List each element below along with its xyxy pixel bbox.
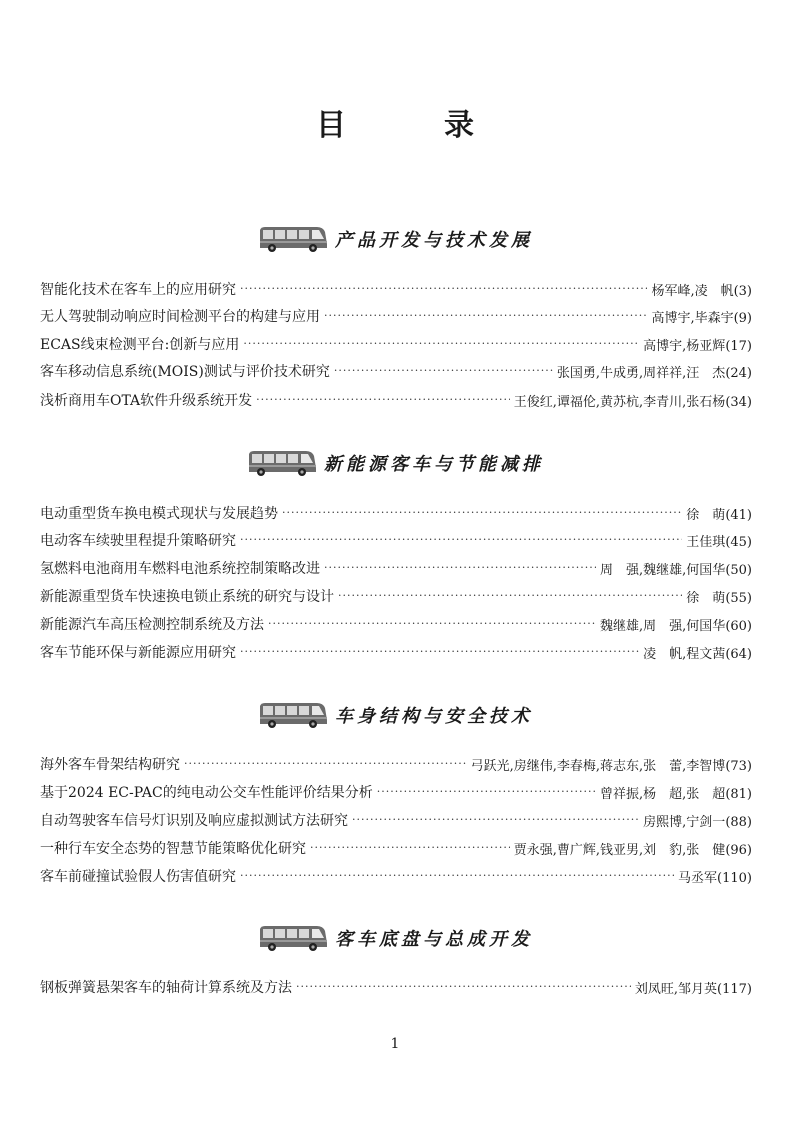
entry-page: (3) — [733, 283, 752, 299]
toc-entry[interactable] — [40, 558, 752, 578]
toc-entry[interactable] — [40, 279, 752, 299]
entry-title: 钢板弹簧悬架客车的轴荷计算系统及方法 — [40, 980, 292, 996]
entry-page: (64) — [725, 646, 752, 662]
page-number: 1 — [390, 1036, 400, 1052]
entry-title: 客车移动信息系统(MOIS)测试与评价技术研究 — [40, 364, 330, 380]
toc-entry[interactable] — [40, 782, 752, 802]
entry-title: 新能源重型货车快速换电锁止系统的研究与设计 — [40, 589, 334, 605]
entry-authors: 周 强,魏继雄,何国华 — [600, 562, 726, 578]
toc-entry[interactable] — [40, 810, 752, 830]
entry-title: 基于2024 EC-PAC的纯电动公交车性能评价结果分析 — [40, 785, 373, 801]
section-title: 客车底盘与总成开发 — [335, 929, 533, 950]
leader-dots — [377, 782, 596, 802]
leader-dots — [240, 279, 647, 299]
leader-dots — [240, 642, 639, 662]
entry-title: 自动驾驶客车信号灯识别及响应虚拟测试方法研究 — [40, 813, 348, 829]
toc-entry[interactable] — [40, 306, 752, 326]
entry-title: 浅析商用车OTA软件升级系统开发 — [40, 393, 253, 409]
entry-page: (9) — [733, 310, 752, 326]
section-header — [0, 695, 790, 735]
leader-dots — [268, 614, 596, 634]
entry-page: (110) — [717, 870, 752, 886]
toc-entry[interactable] — [40, 586, 752, 606]
leader-dots — [338, 586, 682, 606]
entry-authors: 魏继雄,周 强,何国华 — [600, 618, 726, 634]
entry-authors: 马丞军 — [678, 870, 718, 886]
section-title: 车身结构与安全技术 — [335, 706, 533, 727]
section-title: 产品开发与技术发展 — [335, 230, 533, 251]
entry-title: 客车节能环保与新能源应用研究 — [40, 645, 236, 661]
entry-authors: 房熙博,宁剑一 — [643, 814, 726, 830]
leader-dots — [324, 306, 647, 326]
leader-dots — [240, 866, 674, 886]
leader-dots — [282, 503, 682, 523]
entry-title: 智能化技术在客车上的应用研究 — [40, 282, 236, 298]
entry-title: 海外客车骨架结构研究 — [40, 757, 180, 773]
leader-dots — [324, 558, 596, 578]
entry-authors: 王佳琪 — [686, 534, 726, 550]
leader-dots — [334, 361, 553, 381]
entry-title: 新能源汽车高压检测控制系统及方法 — [40, 617, 264, 633]
toc-entry[interactable] — [40, 642, 752, 662]
entry-authors: 弓跃光,房继伟,李春梅,蒋志东,张 蕾,李智博 — [470, 758, 726, 774]
toc-entry[interactable] — [40, 614, 752, 634]
section-header — [0, 219, 790, 259]
entry-authors: 杨军峰,凌 帆 — [651, 283, 734, 299]
section-title: 新能源客车与节能减排 — [324, 454, 544, 475]
section-header — [0, 918, 790, 958]
entry-page: (45) — [725, 534, 752, 550]
entry-page: (117) — [717, 981, 752, 997]
entry-authors: 高博宇,杨亚辉 — [643, 338, 726, 354]
entry-page: (55) — [725, 590, 752, 606]
entry-page: (60) — [725, 618, 752, 634]
entry-title: ECAS线束检测平台:创新与应用 — [40, 337, 240, 353]
leader-dots — [243, 334, 639, 354]
entry-page: (17) — [725, 338, 752, 354]
toc-entry[interactable] — [40, 838, 752, 858]
leader-dots — [256, 390, 510, 410]
leader-dots — [310, 838, 510, 858]
toc-entry[interactable] — [40, 334, 752, 354]
entry-page: (96) — [725, 842, 752, 858]
leader-dots — [352, 810, 639, 830]
entry-page: (81) — [725, 786, 752, 802]
entry-title: 无人驾驶制动响应时间检测平台的构建与应用 — [40, 309, 320, 325]
entry-page: (73) — [725, 758, 752, 774]
entry-authors: 王俊红,谭福伦,黄苏杭,李青川,张石杨 — [513, 394, 726, 410]
toc-entry[interactable] — [40, 503, 752, 523]
bus-icon — [246, 448, 318, 478]
toc-entry[interactable] — [40, 754, 752, 774]
entry-authors: 曾祥振,杨 超,张 超 — [600, 786, 726, 802]
toc-entry[interactable] — [40, 530, 752, 550]
entry-authors: 贾永强,曹广辉,钱亚男,刘 豹,张 健 — [513, 842, 726, 858]
toc-entry[interactable] — [40, 361, 752, 381]
toc-entry[interactable] — [40, 866, 752, 886]
entry-title: 电动客车续驶里程提升策略研究 — [40, 533, 236, 549]
bus-icon — [257, 224, 329, 254]
entry-page: (50) — [725, 562, 752, 578]
toc-entry[interactable] — [40, 977, 752, 997]
toc-entry[interactable] — [40, 390, 752, 410]
entry-authors: 高博宇,毕森宇 — [651, 310, 734, 326]
page-title: 目 录 — [316, 108, 508, 143]
leader-dots — [296, 977, 631, 997]
entry-page: (24) — [725, 365, 752, 381]
bus-icon — [257, 923, 329, 953]
entry-page: (41) — [725, 507, 752, 523]
entry-title: 客车前碰撞试验假人伤害值研究 — [40, 869, 236, 885]
leader-dots — [240, 530, 682, 550]
entry-title: 氢燃料电池商用车燃料电池系统控制策略改进 — [40, 561, 320, 577]
entry-page: (34) — [725, 394, 752, 410]
entry-authors: 凌 帆,程文茜 — [643, 646, 726, 662]
section-header — [0, 443, 790, 483]
entry-authors: 张国勇,牛成勇,周祥祥,汪 杰 — [556, 365, 726, 381]
entry-title: 电动重型货车换电模式现状与发展趋势 — [40, 506, 278, 522]
entry-title: 一种行车安全态势的智慧节能策略优化研究 — [40, 841, 306, 857]
entry-page: (88) — [725, 814, 752, 830]
entry-authors: 刘凤旺,邹月英 — [634, 981, 718, 997]
bus-icon — [257, 700, 329, 730]
leader-dots — [184, 754, 467, 774]
entry-authors: 徐 萌 — [686, 507, 726, 523]
entry-authors: 徐 萌 — [686, 590, 726, 606]
